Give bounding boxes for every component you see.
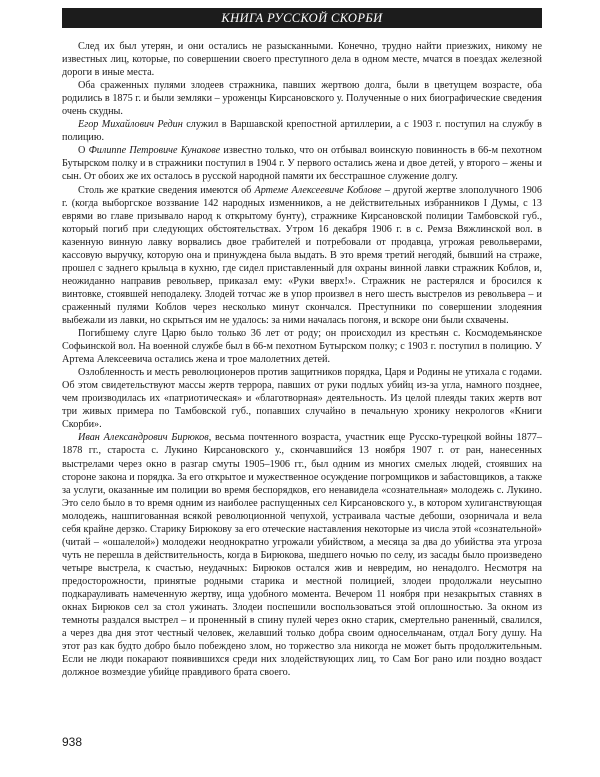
- person-name: Филиппе Петровиче Кунакове: [88, 145, 221, 157]
- person-name: Иван Александрович Бирюков: [78, 432, 209, 444]
- paragraph-prefix: Столь же краткие сведения имеются об: [78, 184, 255, 196]
- paragraph: [62, 366, 542, 431]
- page-number: 938: [62, 735, 83, 749]
- paragraph-text: известно только, что он отбывал воинскую повинность в 66-м пехотном Бутырском полку и в стражники поступил в 1904 г. У первого остались жена и двое детей, у второго – жены и сын. От обоих же их осталось в русской народной памяти их бесстрашное служение долгу.: [62, 145, 543, 183]
- paragraph-text: Озлобленность и месть революционеров против защитников порядка, Царя и Родины не утихала с годами. Об этом свидетельствуют массы жертв террора, павших от руки подлых убийц из-за угла, намного позднее, чем производилась их «патриотическая» и «благотворная» деятельность. Из целой плеяды таких жертв вот три живых примера по Тамбовской губ., попавших случайно в печальную хронику некрологов «Книги Скорби».: [62, 367, 542, 431]
- person-name: Егор Михайлович Редин: [78, 119, 183, 131]
- paragraph: [62, 40, 542, 79]
- paragraph-text: служил в Варшавской крепостной артиллерии, а с 1903 г. поступил на службу в полицию.: [62, 119, 542, 144]
- paragraph-text: След их был утерян, и они остались не разысканными. Конечно, трудно найти приезжих, никому не известных лиц, которые, по совершении своего преступного дела в одном месте, мчатся в поездах железной дороги в иные места.: [62, 41, 542, 79]
- paragraph: [62, 327, 542, 366]
- paragraph: [62, 184, 542, 328]
- body-text: [62, 40, 542, 679]
- paragraph-prefix: О: [78, 145, 89, 157]
- paragraph-text: Оба сраженных пулями злодеев стражника, павших жертвою долга, были в цветущем возрасте, оба родились в 1875 г. и были земляки – уроженцы Кирсановского у. Полученные о них биографические сведения очень скудны.: [62, 80, 542, 118]
- paragraph-text: Погибшему слуге Царю было только 36 лет от роду; он происходил из крестьян с. Космодемьянское Софьинской вол. На военной службе был в 66-м пехотном Бутырском полку; с 1903 г. поступил в полицию. У Артема Алексеевича остались жена и трое малолетних детей.: [62, 328, 542, 366]
- paragraph: [62, 144, 542, 183]
- paragraph-text: , весьма почтенного возраста, участник еще Русско-турецкой войны 1877–1878 гг., староста с. Лукино Кирсановского у., скончавшийся 13 ноября 1907 г. от ран, нанесенных выстрелами через окно в разгар смуты 1905–1906 гг., был одним из многих смелых людей, стоявших на стороне закона и порядка. За его открытое и мужественное осуждение погромщиков и забастовщиков, а также за услуги, оказанные им полиции во время беспорядков, его ненавидела «сознательная» молодежь с. Лукино. Это село было в то время одним из наиболее распущенных сел Кирсановского у., в котором хулиганствующая молодежь, нашпигованная всякой революционной чепухой, устраивала частые дебоши, озорничала и вела себя крайне дерзко. Старику Бирюкову за его отеческие наставления некоторые из числа этой «сознательной» (читай – «ошалелой») молодежи неоднократно угрожали убийством, а месяца за два до убийства эта угроза чуть не перешла в действительность, когда в Бирюкова, шедшего ночью по селу, из засады было произведено четыре выстрела, к счастью, неудачных: Бирюков остался жив и невредим, но ненадолго. Несмотря на предосторожности, принятые родными старика и местной полицией, злодеи продолжали неусыпно подкарауливать намеченную жертву, ища удобного момента. Вечером 11 ноября при незакрытых ставнях в окнах Бирюков сел за стол ужинать. Злодеи поспешили воспользоваться этой оплошностью. За окном из темноты раздался выстрел – и проненный в спину пулей через окно старик, смертельно раненный, свалился, а через два дня этот честный человек, желавший только добра своим односельчанам, отдал Богу душу. На этот раз как будто добро было побеждено злом, но торжество зла никогда не может быть продолжительным. Если не люди покарают появившихся среди них злодействующих лиц, то Сам Бог рано или поздно воздаст должное возмездие убийце правдивого брата своего.: [62, 432, 542, 679]
- paragraph: [62, 118, 542, 144]
- running-header: КНИГА РУССКОЙ СКОРБИ: [62, 8, 542, 28]
- paragraph: [62, 431, 542, 679]
- paragraph-text: – другой жертве злополучного 1906 г. (когда выборгское воззвание 142 народных изменников, а не действительных избранников I Думы, с 13 еврями во главе призывало народ к открытому бунту), стражнике Кирсановской полиции Тамбовской губ., который погиб при следующих обстоятельствах. Утром 16 декабря 1906 г. в с. Ремза Вяжлинской вол. в казенную винную лавку ворвались двое грабителей и потребовали от продавца, угрожая револьверами, кассовую выручку, которую она и принуждена была выдать. В это время третий негодяй, бывший на страже, прошел с заднего крыльца в кухню, где сидел приставленный для охраны винной лавки стражник Коблов, и, неожиданно направив револьвер, приказал ему: «Руки вверх!». Стражник не растерялся и бросился к винтовке, стоявшей неподалеку. Злодей тотчас же в упор произвел в него шесть выстрелов из револьвера – и сраженный пулями Коблов через несколько минут скончался. Преступники по совершении злодеяния выбежали из лавки, но скрыться им не удалось: за ними началась погоня, и вскоре они были схвачены.: [62, 184, 542, 326]
- paragraph: [62, 79, 542, 118]
- person-name: Артеме Алексеевиче Коблове: [254, 184, 382, 196]
